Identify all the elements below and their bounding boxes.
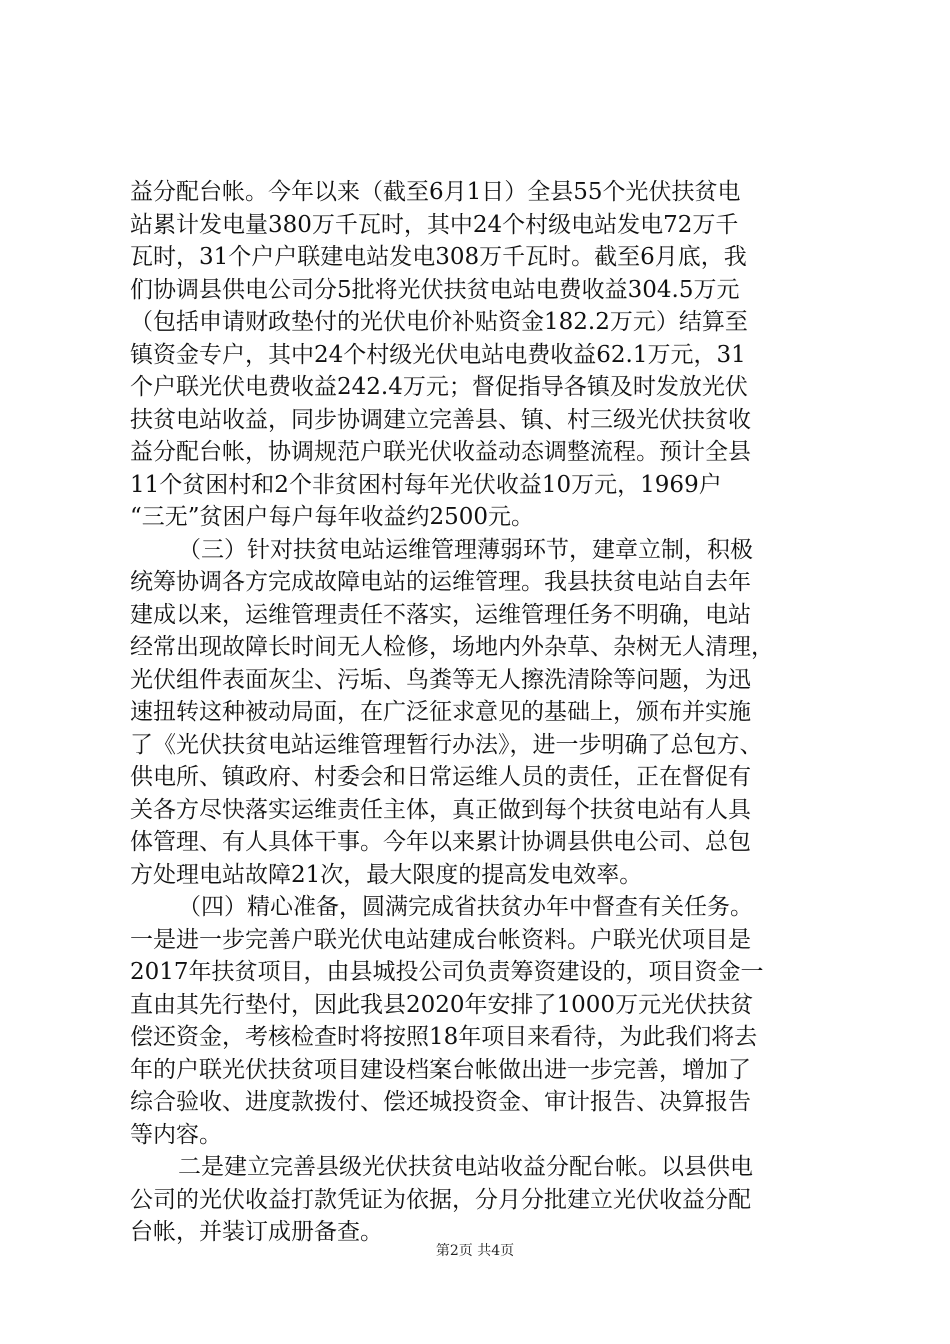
text-line: 2017年扶贫项目，由县城投公司负责筹资建设的，项目资金一 <box>130 959 764 985</box>
text-line: 综合验收、进度款拨付、偿还城投资金、审计报告、决算报告 <box>130 1089 751 1115</box>
text-line: 直由其先行垫付，因此我县2020年安排了1000万元光伏扶贫 <box>130 991 754 1018</box>
text-line: 经常出现故障长时间无人检修，场地内外杂草、杂树无人清理， <box>130 634 774 660</box>
text-line: 益分配台帐。今年以来（截至6月1日）全县55个光伏扶贫电 <box>130 179 741 205</box>
text-line: 11个贫困村和2个非贫困村每年光伏收益10万元，1969户 <box>130 471 722 498</box>
text-line: 年的户联光伏扶贫项目建设档案台帐做出进一步完善，增加了 <box>130 1056 751 1083</box>
page-number-footer: 第2页 共4页 <box>435 1243 515 1259</box>
text-line: “三无”贫困户每户每年收益约2500元。 <box>130 504 535 530</box>
text-line: 瓦时，31个户户联建电站发电308万千瓦时。截至6月底，我 <box>130 244 747 270</box>
paragraph-start-line: （四）精心准备，圆满完成省扶贫办年中督查有关任务。 <box>178 894 753 920</box>
text-line: 益分配台帐，协调规范户联光伏收益动态调整流程。预计全县 <box>130 439 751 465</box>
text-line: 建成以来，运维管理责任不落实，运维管理任务不明确，电站 <box>130 601 751 628</box>
text-line: 供电所、镇政府、村委会和日常运维人员的责任，正在督促有 <box>130 764 751 790</box>
text-line: 光伏组件表面灰尘、污垢、鸟粪等无人擦洗清除等问题，为迅 <box>130 666 751 693</box>
text-line: 了《光伏扶贫电站运维管理暂行办法》，进一步明确了总包方、 <box>130 731 763 758</box>
paragraph-start-line: 二是建立完善县级光伏扶贫电站收益分配台帐。以县供电 <box>178 1154 753 1180</box>
text-line: 公司的光伏收益打款凭证为依据，分月分批建立光伏收益分配 <box>130 1186 751 1213</box>
document-body <box>130 176 830 1249</box>
text-line: 统筹协调各方完成故障电站的运维管理。我县扶贫电站自去年 <box>130 569 751 595</box>
text-line: 偿还资金，考核检查时将按照18年项目来看待，为此我们将去 <box>130 1024 758 1050</box>
text-line: 镇资金专户，其中24个村级光伏电站电费收益62.1万元，31 <box>130 341 746 368</box>
text-line: 扶贫电站收益，同步协调建立完善县、镇、村三级光伏扶贫收 <box>130 406 751 433</box>
text-line: （包括申请财政垫付的光伏电价补贴资金182.2万元）结算至 <box>130 309 748 335</box>
text-line: 关各方尽快落实运维责任主体，真正做到每个扶贫电站有人具 <box>130 796 751 823</box>
text-line: 体管理、有人具体干事。今年以来累计协调县供电公司、总包 <box>130 829 751 855</box>
paragraph-start-line: （三）针对扶贫电站运维管理薄弱环节，建章立制，积极 <box>178 536 753 563</box>
text-line: 们协调县供电公司分5批将光伏扶贫电站电费收益304.5万元 <box>130 276 740 303</box>
text-line: 速扭转这种被动局面，在广泛征求意见的基础上，颁布并实施 <box>130 699 751 725</box>
text-line: 站累计发电量380万千瓦时，其中24个村级电站发电72万千 <box>130 211 739 238</box>
text-line: 台帐，并装订成册备查。 <box>130 1219 383 1245</box>
text-line: 方处理电站故障21次，最大限度的提高发电效率。 <box>130 861 643 888</box>
text-line: 等内容。 <box>130 1121 222 1148</box>
text-line: 个户联光伏电费收益242.4万元；督促指导各镇及时发放光伏 <box>130 374 748 400</box>
text-line: 一是进一步完善户联光伏电站建成台帐资料。户联光伏项目是 <box>130 926 751 953</box>
